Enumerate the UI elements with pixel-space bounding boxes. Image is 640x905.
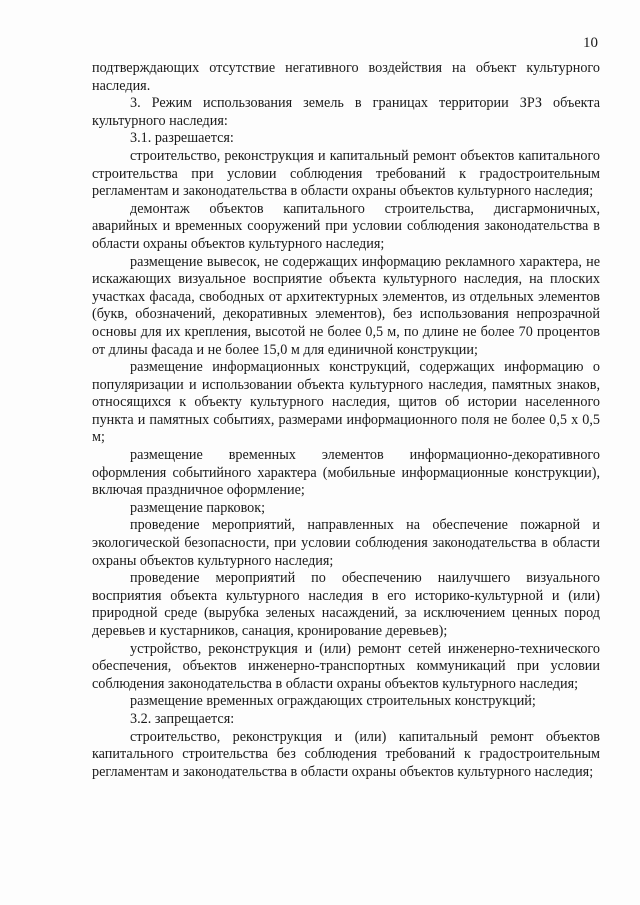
- allowed-item-fire-safety: проведение мероприятий, направленных на обеспечение пожарной и экологической безопасности, при условии соблюдения законодательства в области охраны объектов культурного наследия;: [92, 517, 600, 569]
- allowed-item-visual-perception: проведение мероприятий по обеспечению наилучшего визуального восприятия объекта культурного наследия в его историко-культурной и (или) природной среде (вырубка зеленых насаждений, за исключением ценных пород деревьев и кустарников, санация, кронирование деревьев);: [92, 570, 600, 639]
- document-body: [92, 60, 600, 781]
- page-number: 10: [583, 35, 598, 51]
- subsection-3-2-heading: 3.2. запрещается:: [130, 710, 235, 727]
- allowed-item-construction: строительство, реконструкция и капитальный ремонт объектов капитального строительства при условии соблюдения требований к градостроительным регламентам и законодательства в области охраны объектов культурного наследия;: [92, 147, 600, 200]
- allowed-item-temporary-decor: размещение временных элементов информационно-декоративного оформления событийного характера (мобильные информационные конструкции), включая праздничное оформление;: [92, 447, 600, 499]
- allowed-item-signage: размещение вывесок, не содержащих информацию рекламного характера, не искажающих визуальное восприятие объекта культурного наследия, на плоских участках фасада, свободных от архитектурных элементов, из отдельных элементов (букв, обозначений, декоративных элементов), без использования непрозрачной основы для их крепления, высотой не более 0,5 м, по длине не более 70 процентов от длины фасада и не более 15,0 м для единичной конструкции;: [92, 253, 600, 358]
- allowed-item-info-structures: размещение информационных конструкций, содержащих информацию о популяризации и использовании объекта культурного наследия, памятных знаков, относящихся к объекту культурного наследия, щитов об истории населенного пункта и памятных событиях, размерами информационного поля не более 0,5 х 0,5 м;: [92, 359, 600, 446]
- allowed-item-utility-networks: устройство, реконструкция и (или) ремонт сетей инженерно-технического обеспечения, объектов инженерно-транспортных коммуникаций при условии соблюдения законодательства в области охраны объектов культурного наследия;: [92, 640, 600, 692]
- allowed-item-parking: размещение парковок;: [130, 499, 266, 516]
- allowed-item-demolition: демонтаж объектов капитального строительства, дисгармоничных, аварийных и временных сооружений при условии соблюдения законодательства в области охраны объектов культурного наследия;: [92, 200, 600, 252]
- subsection-3-1-heading: 3.1. разрешается:: [130, 130, 234, 147]
- prohibited-item-construction: строительство, реконструкция и (или) капитальный ремонт объектов капитального строительства без соблюдения требований к градостроительным регламентам и законодательства в области охраны объектов культурного наследия;: [92, 728, 600, 780]
- allowed-item-temporary-fences: размещение временных ограждающих строительных конструкций;: [130, 693, 536, 710]
- section-3-heading: 3. Режим использования земель в границах территории ЗРЗ объекта культурного наследия:: [92, 95, 600, 129]
- paragraph-continuation: подтверждающих отсутствие негативного воздействия на объект культурного наследия.: [92, 60, 600, 94]
